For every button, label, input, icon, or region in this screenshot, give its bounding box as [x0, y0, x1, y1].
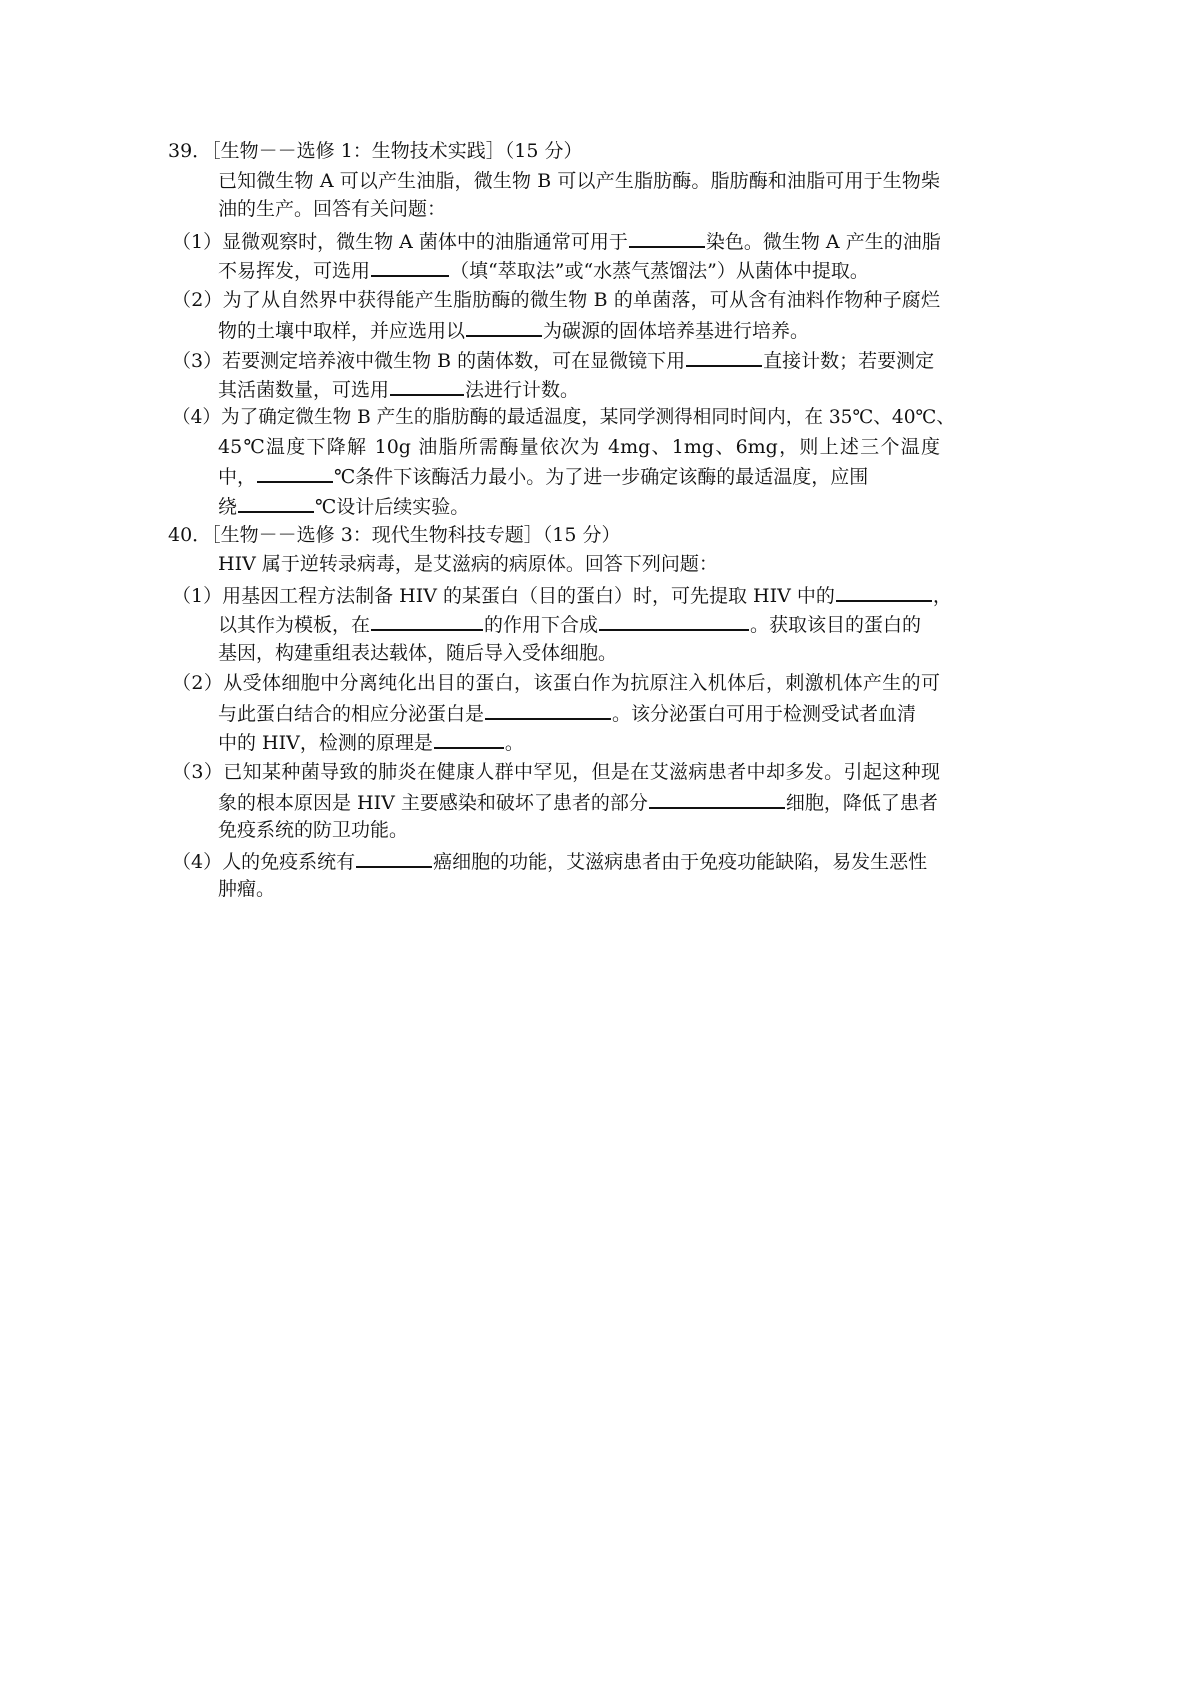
- q40-part1-line2: 以其作为模板，在 的作用下合成 。获取该目的蛋白的: [218, 610, 921, 638]
- answer-blank[interactable]: [371, 256, 449, 277]
- q39-intro-line2: 油的生产。回答有关问题：: [218, 198, 447, 220]
- answer-blank[interactable]: [390, 375, 464, 396]
- q40-part3-line1: （3）已知某种菌导致的肺炎在健康人群中罕见，但是在艾滋病患者中却多发。引起这种现: [172, 761, 940, 783]
- answer-blank[interactable]: [686, 346, 762, 367]
- q40-part2-line1: （2）从受体细胞中分离纯化出目的蛋白，该蛋白作为抗原注入机体后，刺激机体产生的可: [172, 672, 940, 694]
- q40-part1-line3: 基因，构建重组表达载体，随后导入受体细胞。: [218, 642, 618, 664]
- answer-blank[interactable]: [599, 610, 749, 631]
- q40-header: 40．［生物－－选修 3：现代生物科技专题］（15 分）: [168, 524, 621, 546]
- answer-blank[interactable]: [649, 788, 785, 809]
- q39-part1-line2: 不易挥发，可选用 （填“萃取法”或“水蒸气蒸馏法”）从菌体中提取。: [218, 256, 869, 284]
- q39-header: 39．［生物－－选修 1：生物技术实践］（15 分）: [168, 140, 583, 162]
- q39-part2-line2: 物的土壤中取样，并应选用以 为碳源的固体培养基进行培养。: [218, 316, 809, 344]
- answer-blank[interactable]: [356, 847, 432, 868]
- q39-part4-line1: （4）为了确定微生物 B 产生的脂肪酶的最适温度，某同学测得相同时间内，在 35℃、40℃、: [172, 407, 955, 428]
- q39-part3-line1: （3）若要测定培养液中微生物 B 的菌体数，可在显微镜下用 直接计数；若要测定: [172, 346, 934, 374]
- q40-intro: HIV 属于逆转录病毒，是艾滋病的病原体。回答下列问题：: [218, 553, 718, 575]
- q40-part4-line1: （4）人的免疫系统有 癌细胞的功能，艾滋病患者由于免疫功能缺陷，易发生恶性: [172, 847, 927, 875]
- q39-part4-line2: 45℃温度下降解 10g 油脂所需酶量依次为 4mg、1mg、6mg，则上述三个温度: [218, 436, 940, 458]
- answer-blank[interactable]: [371, 610, 483, 631]
- answer-blank[interactable]: [629, 227, 705, 248]
- answer-blank[interactable]: [485, 699, 611, 720]
- q39-part4-line4: 绕 ℃设计后续实验。: [218, 492, 469, 520]
- q40-part3-line2: 象的根本原因是 HIV 主要感染和破坏了患者的部分 细胞，降低了患者: [218, 788, 938, 816]
- q39-part1-line1: （1）显微观察时，微生物 A 菌体中的油脂通常可用于 染色。微生物 A 产生的油脂: [172, 227, 941, 255]
- q39-part2-line1: （2）为了从自然界中获得能产生脂肪酶的微生物 B 的单菌落，可从含有油料作物种子腐烂: [172, 289, 940, 311]
- q40-part2-line2: 与此蛋白结合的相应分泌蛋白是 。该分泌蛋白可用于检测受试者血清: [218, 699, 916, 727]
- answer-blank[interactable]: [836, 581, 932, 602]
- q40-part3-line3: 免疫系统的防卫功能。: [218, 819, 409, 841]
- answer-blank[interactable]: [466, 316, 542, 337]
- q40-part1-line1: （1）用基因工程方法制备 HIV 的某蛋白（目的蛋白）时，可先提取 HIV 中的 ，: [172, 581, 952, 609]
- q39-part4-line3: 中， ℃条件下该酶活力最小。为了进一步确定该酶的最适温度，应围: [218, 462, 868, 490]
- q40-part4-line2: 肿瘤。: [218, 878, 276, 900]
- q39-part3-line2: 其活菌数量，可选用 法进行计数。: [218, 375, 579, 403]
- answer-blank[interactable]: [238, 492, 314, 513]
- q39-intro-line1: 已知微生物 A 可以产生油脂，微生物 B 可以产生脂肪酶。脂肪酶和油脂可用于生物柴: [218, 170, 940, 192]
- answer-blank[interactable]: [257, 462, 333, 483]
- q40-part2-line3: 中的 HIV，检测的原理是 。: [218, 728, 524, 756]
- answer-blank[interactable]: [434, 728, 504, 749]
